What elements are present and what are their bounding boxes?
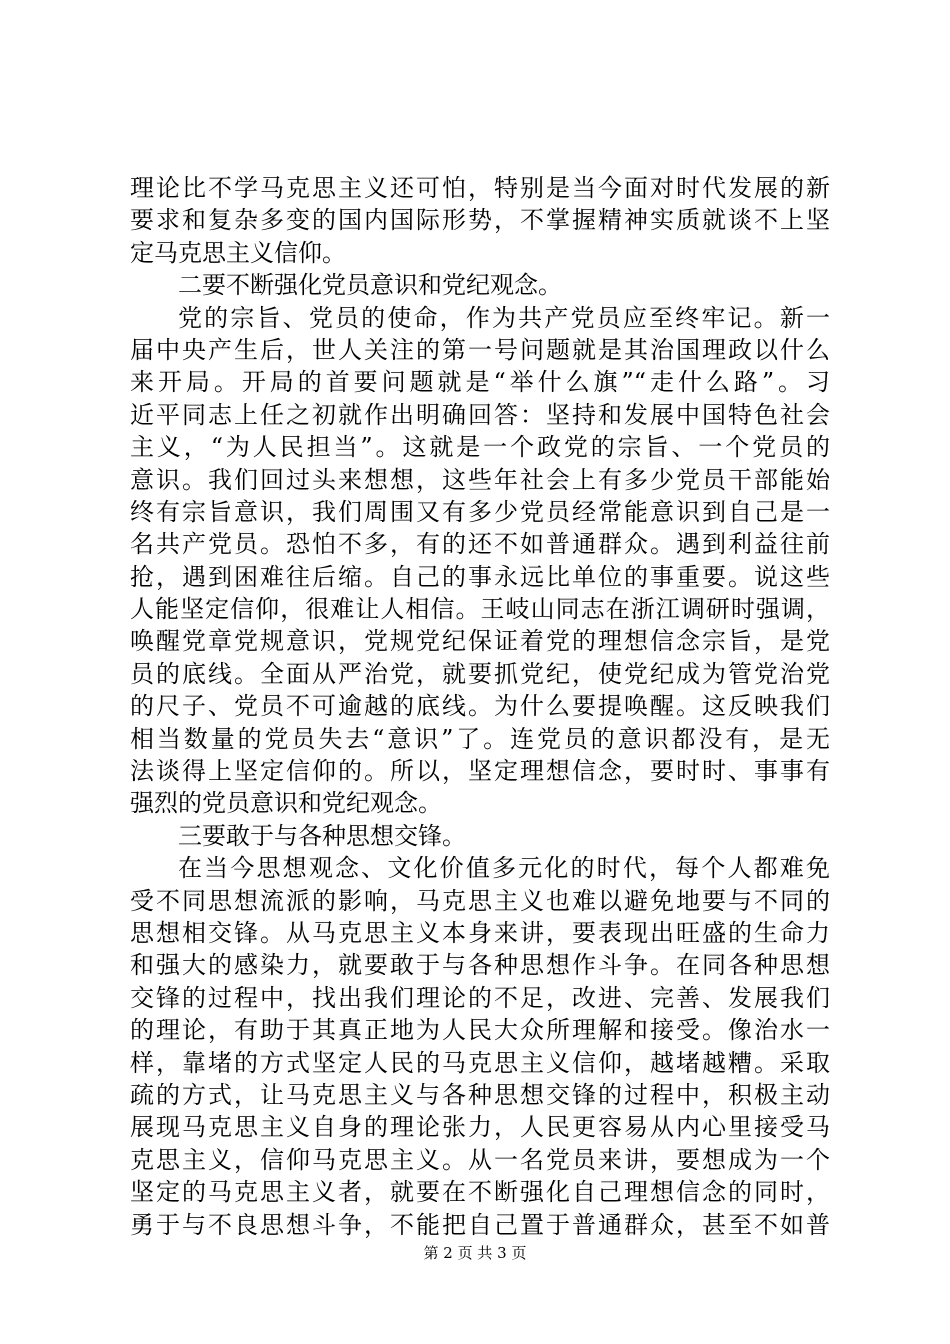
text-line: 勇于与不良思想斗争，不能把自己置于普通群众，甚至不如普 [130,1210,830,1239]
text-line: 交锋的过程中，找出我们理论的不足，改进、完善、发展我们 [130,983,830,1012]
text-line: 和强大的感染力，就要敢于与各种思想作斗争。在同各种思想 [130,951,830,980]
text-line: 届中央产生后，世人关注的第一号问题就是其治国理政以什么 [130,335,830,364]
text-line: 强烈的党员意识和党纪观念。 [130,789,442,818]
text-line: 终有宗旨意识，我们周围又有多少党员经常能意识到自己是一 [130,497,830,526]
text-line: 疏的方式，让马克思主义与各种思想交锋的过程中，积极主动 [130,1080,830,1109]
text-line: 要求和复杂多变的国内国际形势，不掌握精神实质就谈不上坚 [130,206,830,235]
text-line: 唤醒党章党规意识，党规党纪保证着党的理想信念宗旨，是党 [130,627,830,656]
text-line: 坚定的马克思主义者，就要在不断强化自己理想信念的同时， [130,1178,830,1207]
text-line: 样，靠堵的方式坚定人民的马克思主义信仰，越堵越糟。采取 [130,1048,830,1077]
text-line: 法谈得上坚定信仰的。所以，坚定理想信念，要时时、事事有 [130,757,830,786]
text-line: 理论比不学马克思主义还可怕，特别是当今面对时代发展的新 [130,174,830,202]
text-line: 在当今思想观念、文化价值多元化的时代，每个人都难免 [178,854,830,883]
text-line: 近平同志上任之初就作出明确回答：坚持和发展中国特色社会 [130,400,830,429]
text-line: 定马克思主义信仰。 [130,238,346,267]
document-body [130,172,830,1241]
text-line: 三要敢于与各种思想交锋。 [178,821,466,850]
text-line: 思想相交锋。从马克思主义本身来讲，要表现出旺盛的生命力 [130,918,830,947]
text-line: 来开局。开局的首要问题就是“举什么旗”“走什么路”。习 [130,368,830,397]
text-line: 人能坚定信仰，很难让人相信。王岐山同志在浙江调研时强调， [130,595,830,624]
text-line: 的尺子、党员不可逾越的底线。为什么要提唤醒。这反映我们 [130,692,830,721]
text-line: 意识。我们回过头来想想，这些年社会上有多少党员干部能始 [130,465,830,494]
text-line: 受不同思想流派的影响，马克思主义也难以避免地要与不同的 [130,886,830,915]
text-line: 员的底线。全面从严治党，就要抓党纪，使党纪成为管党治党 [130,659,830,688]
text-line: 展现马克思主义自身的理论张力，人民更容易从内心里接受马 [130,1113,830,1142]
text-line: 相当数量的党员失去“意识”了。连党员的意识都没有，是无 [130,724,830,753]
page-footer: 第 2 页 共 3 页 [423,1244,527,1262]
text-line: 二要不断强化党员意识和党纪观念。 [178,271,562,300]
text-line: 抢，遇到困难往后缩。自己的事永远比单位的事重要。说这些 [130,562,830,591]
text-line: 的理论，有助于其真正地为人民大众所理解和接受。像治水一 [130,1016,830,1045]
text-line: 党的宗旨、党员的使命，作为共产党员应至终牢记。新一 [178,303,830,332]
text-line: 主义，“为人民担当”。这就是一个政党的宗旨、一个党员的 [130,433,830,462]
text-line: 克思主义，信仰马克思主义。从一名党员来讲，要想成为一个 [130,1145,830,1174]
text-line: 名共产党员。恐怕不多，有的还不如普通群众。遇到利益往前 [130,530,830,559]
